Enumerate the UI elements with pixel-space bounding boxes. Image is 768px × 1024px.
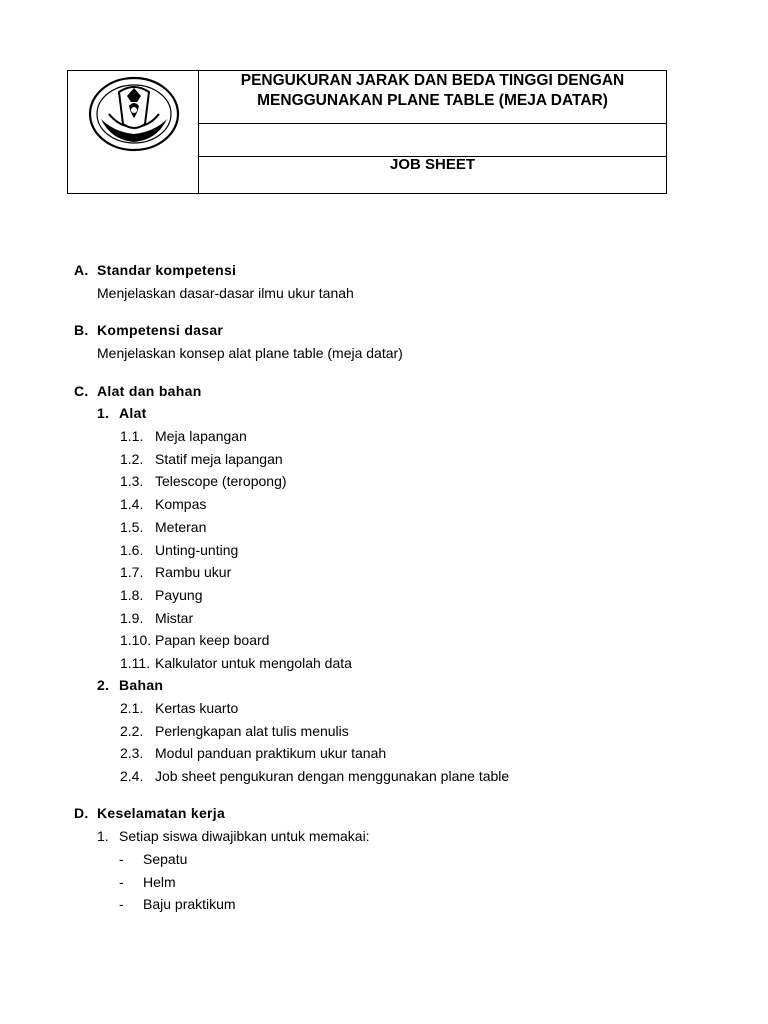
alat-item-text: Telescope (teropong) (155, 473, 287, 490)
title-line-1: PENGUKURAN JARAK DAN BEDA TINGGI DENGAN (240, 72, 625, 89)
job-sheet-label: JOB SHEET (389, 156, 476, 173)
bahan-item-text: Modul panduan praktikum ukur tanah (155, 745, 387, 762)
alat-item-number: 1.2. (120, 450, 144, 467)
section-d-letter: D. (74, 805, 89, 821)
bahan-item-text: Job sheet pengukuran dengan menggunakan plane table (155, 768, 510, 785)
sub-2-number: 2. (97, 677, 110, 693)
safety-item-number: - (119, 873, 124, 890)
alat-item-text: Rambu ukur (155, 564, 232, 581)
alat-item-number: 1.7. (120, 564, 144, 581)
safety-item-number: - (119, 896, 124, 913)
blank-header-cell (199, 124, 666, 157)
safety-item-text: Sepatu (143, 851, 188, 867)
section-c-heading: Alat dan bahan (97, 383, 202, 399)
section-a-body: Menjelaskan dasar-dasar ilmu ukur tanah (97, 285, 354, 301)
title-line-2: MENGGUNAKAN PLANE TABLE (MEJA DATAR) (257, 92, 608, 109)
alat-item-number: 1.9. (120, 609, 144, 626)
alat-item-text: Kompas (155, 496, 207, 513)
alat-item-number: 1.5. (120, 518, 144, 535)
alat-item-number: 1.8. (120, 586, 144, 603)
sub-1-heading: Alat (119, 405, 147, 421)
section-a-letter: A. (74, 262, 89, 278)
bahan-item-number: 2.4. (120, 768, 144, 785)
alat-item-number: 1.1. (120, 428, 144, 444)
section-b-letter: B. (74, 322, 89, 338)
sub-1-number: 1. (97, 405, 110, 421)
bahan-item-text: Perlengkapan alat tulis menulis (155, 722, 349, 739)
bahan-item-number: 2.3. (120, 745, 144, 762)
d-item-1-number: 1. (97, 828, 109, 844)
alat-item-text: Kalkulator untuk mengolah data (155, 655, 352, 671)
bahan-item-number: 2.2. (120, 722, 144, 739)
bahan-item-number: 2.1. (120, 700, 144, 716)
alat-item-number: 1.6. (120, 541, 144, 558)
header-table (67, 70, 667, 194)
section-d-heading: Keselamatan kerja (97, 805, 226, 821)
alat-item-text: Meteran (155, 518, 207, 535)
logo-cell (68, 71, 199, 193)
alat-item-text: Statif meja lapangan (155, 450, 283, 467)
alat-item-text: Unting-unting (155, 541, 239, 558)
tut-wuri-handayani-logo (79, 74, 189, 154)
alat-item-text: Meja lapangan (155, 428, 247, 444)
sub-2-heading: Bahan (119, 677, 164, 693)
safety-item-text: Baju praktikum (143, 896, 236, 913)
alat-item-number: 1.10. (120, 632, 152, 649)
section-b-heading: Kompetensi dasar (97, 322, 224, 338)
document-title (199, 71, 666, 124)
alat-item-text: Mistar (155, 609, 194, 626)
d-item-1-text: Setiap siswa diwajibkan untuk memakai: (119, 828, 370, 844)
alat-item-number: 1.3. (120, 473, 144, 490)
alat-item-text: Payung (155, 586, 203, 603)
safety-item-number: - (119, 851, 124, 867)
section-c-letter: C. (74, 383, 89, 399)
alat-item-number: 1.11. (120, 655, 151, 671)
section-a-heading: Standar kompetensi (97, 262, 237, 278)
safety-item-text: Helm (143, 873, 176, 890)
section-b-body: Menjelaskan konsep alat plane table (meja datar) (97, 345, 403, 361)
alat-item-number: 1.4. (120, 496, 144, 513)
bahan-item-text: Kertas kuarto (155, 700, 239, 716)
alat-item-text: Papan keep board (155, 632, 270, 649)
